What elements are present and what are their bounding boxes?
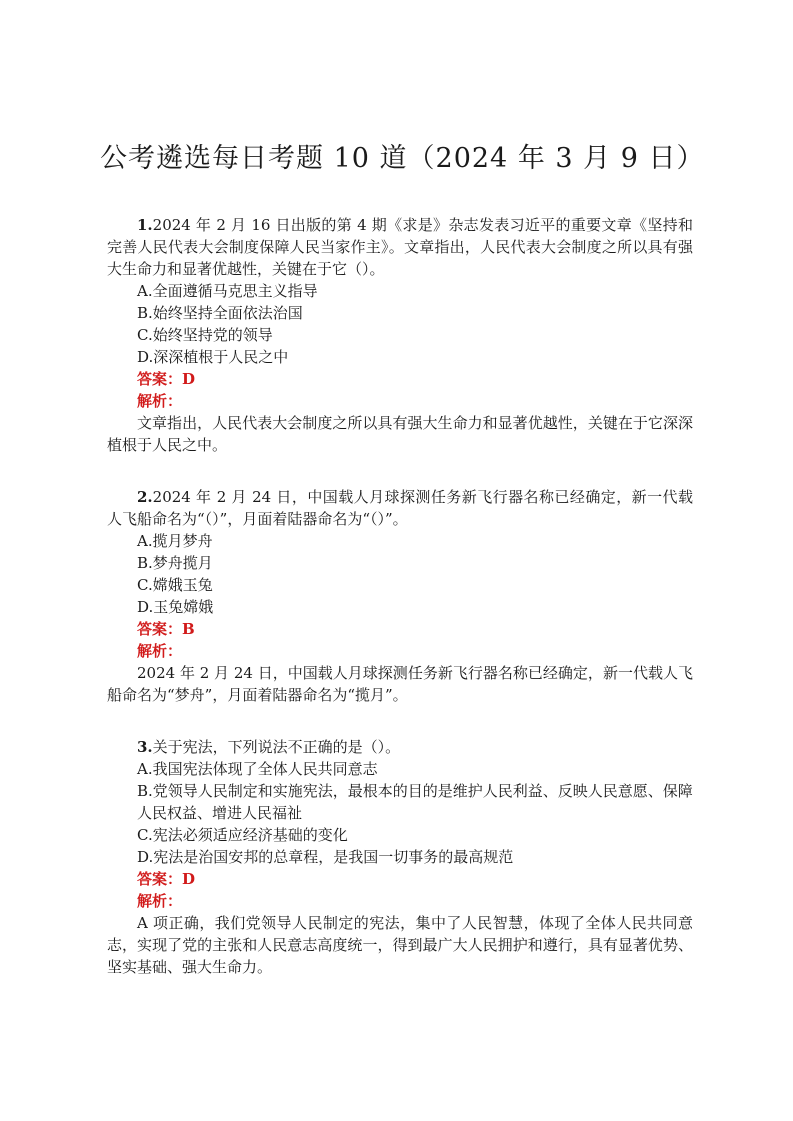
question-stem: 2.2024 年 2 月 24 日，中国载人月球探测任务新飞行器名称已经确定，新一代载人飞船命名为“（）”，月面着陆器命名为“（）”。 bbox=[107, 488, 693, 528]
option-b: B.始终坚持全面依法治国 bbox=[137, 304, 303, 322]
option-d: D.玉兔嫦娥 bbox=[137, 598, 214, 616]
option-d: D.宪法是治国安邦的总章程，是我国一切事务的最高规范 bbox=[137, 848, 514, 866]
document-title: 公考遴选每日考题 10 道（2024 年 3 月 9 日） bbox=[100, 143, 705, 174]
option-a: A.揽月梦舟 bbox=[137, 532, 213, 550]
answer-label: 答案：B bbox=[137, 620, 195, 638]
document-body bbox=[107, 214, 693, 978]
question-2 bbox=[107, 486, 693, 706]
question-number: 1. bbox=[137, 216, 153, 234]
question-number: 2. bbox=[137, 488, 153, 506]
analysis-text: 文章指出，人民代表大会制度之所以具有强大生命力和显著优越性，关键在于它深深植根于人民之中。 bbox=[107, 414, 693, 454]
question-1 bbox=[107, 214, 693, 456]
question-stem: 3.关于宪法，下列说法不正确的是（）。 bbox=[137, 738, 401, 756]
option-b: B.梦舟揽月 bbox=[137, 554, 213, 572]
option-a: A.全面遵循马克思主义指导 bbox=[137, 282, 318, 300]
question-stem: 1.2024 年 2 月 16 日出版的第 4 期《求是》杂志发表习近平的重要文章《坚持和完善人民代表大会制度保障人民当家作主》。文章指出，人民代表大会制度之所以具有强大生命力和显著优越性，关键在于它（）。 bbox=[107, 216, 693, 278]
spacer bbox=[107, 706, 693, 736]
spacer bbox=[107, 456, 693, 486]
option-c: C.宪法必须适应经济基础的变化 bbox=[137, 826, 348, 844]
analysis-label: 解析： bbox=[137, 892, 183, 910]
option-d: D.深深植根于人民之中 bbox=[137, 348, 289, 366]
option-c: C.嫦娥玉兔 bbox=[137, 576, 213, 594]
answer-label: 答案：D bbox=[137, 370, 196, 388]
option-b: B.党领导人民制定和实施宪法，最根本的目的是维护人民利益、反映人民意愿、保障人民权益、增进人民福祉 bbox=[137, 782, 693, 822]
question-number: 3. bbox=[137, 738, 153, 756]
analysis-text: A 项正确，我们党领导人民制定的宪法，集中了人民智慧，体现了全体人民共同意志，实现了党的主张和人民意志高度统一，得到最广大人民拥护和遵行，具有显著优势、坚实基础、强大生命力。 bbox=[107, 914, 693, 976]
option-a: A.我国宪法体现了全体人民共同意志 bbox=[137, 760, 378, 778]
answer-label: 答案：D bbox=[137, 870, 196, 888]
analysis-label: 解析： bbox=[137, 392, 183, 410]
analysis-text: 2024 年 2 月 24 日，中国载人月球探测任务新飞行器名称已经确定，新一代载人飞船命名为“梦舟”，月面着陆器命名为“揽月”。 bbox=[107, 664, 693, 704]
analysis-label: 解析： bbox=[137, 642, 183, 660]
question-3 bbox=[107, 736, 693, 978]
option-c: C.始终坚持党的领导 bbox=[137, 326, 273, 344]
